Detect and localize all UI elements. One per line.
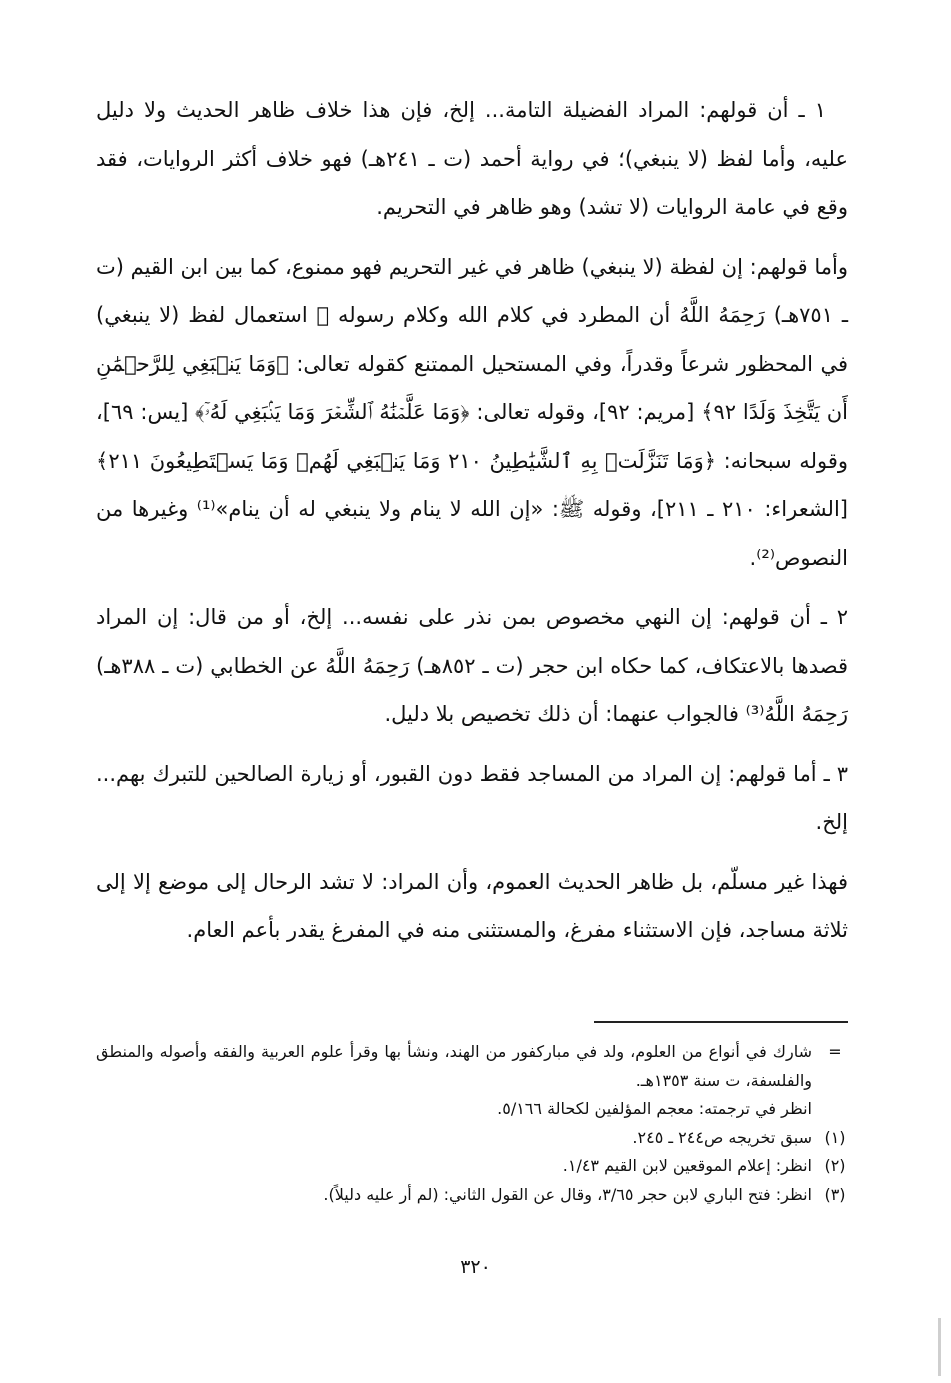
scan-edge-mark [938, 1318, 941, 1376]
paragraph-5: فهذا غير مسلّم، بل ظاهر الحديث العموم، وأن المراد: لا تشد الرحال إلى موضع إلا إلى ثلاثة مساجد، فإن الاستثناء مفرغ، والمستثنى منه في المفرغ يقدر بأعم العام. [96, 869, 848, 942]
footnote-item [96, 1152, 848, 1181]
footnote-number: (٢) [824, 1156, 846, 1175]
continuation-mark: = [828, 1042, 842, 1061]
footnote-separator [594, 1021, 848, 1023]
footnote-continuation [96, 1038, 848, 1095]
paragraph-2: وأما قولهم: إن لفظة (لا ينبغي) ظاهر في غير التحريم فهو ممنوع، كما بين ابن القيم (ت ـ ٧٥١هـ) رَحِمَهُ اللَّهُ أن المطرد في كلام الله وكلام رسوله ﷺ استعمال لفظ (لا ينبغي) في المحظور شرعاً وقدراً، وفي المستحيل الممتنع كقوله تعالى: ﴿وَمَا يَنۢبَغِي لِلرَّحۡمَٰنِ أَن يَتَّخِذَ وَلَدًا ٩٢﴾ [مريم: ٩٢]، وقوله تعالى: ﴿وَمَا عَلَّمۡنَٰهُ ٱلشِّعۡرَ وَمَا يَنۢبَغِي لَهُۥٓ﴾ [يس: ٦٩]، وقوله سبحانه: ﴿وَمَا تَنَزَّلَتۡ بِهِ ٱلشَّيَٰطِينُ ٢١٠ وَمَا يَنۢبَغِي لَهُمۡ وَمَا يَسۡتَطِيعُونَ ٢١١﴾ [الشعراء: ٢١٠ ـ ٢١١]، وقوله ﷺ: «إن الله لا ينام ولا ينبغي له أن ينام»⁽¹⁾ وغيرها من النصوص⁽²⁾. [96, 254, 848, 570]
footnote-text: سبق تخريجه ص٢٤٤ ـ ٢٤٥. [632, 1127, 812, 1147]
paragraph-3: ٢ ـ أن قولهم: إن النهي مخصوص بمن نذر على نفسه... إلخ، أو من قال: إن المراد قصدها بالاعتكاف، كما حكاه ابن حجر (ت ـ ٨٥٢هـ) رَحِمَهُ اللَّهُ عن الخطابي (ت ـ ٣٨٨هـ) رَحِمَهُ اللَّهُ⁽³⁾ فالجواب عنهما: أن ذلك تخصيص بلا دليل. [96, 605, 848, 726]
paragraph-1: ١ ـ أن قولهم: المراد الفضيلة التامة... إلخ، فإن هذا خلاف ظاهر الحديث ولا دليل عليه، وأما لفظ (لا ينبغي)؛ في رواية أحمد (ت ـ ٢٤١هـ) فهو خلاف أكثر الروايات، فقد وقع في عامة الروايات (لا تشد) وهو ظاهر في التحريم. [96, 98, 849, 219]
footnote-text: انظر: إعلام الموقعين لابن القيم ١/٤٣. [562, 1156, 812, 1175]
main-text [96, 86, 848, 955]
footnotes [96, 1022, 848, 1209]
footnote-item [96, 1181, 848, 1210]
footnote-continuation-ref: انظر في ترجمته: معجم المؤلفين لكحالة ٥/١٦٦. [497, 1099, 812, 1118]
footnote-item [96, 1124, 848, 1153]
page-number: ٣٢٠ [460, 1256, 491, 1278]
footnote-continuation-text: شارك في أنواع من العلوم، ولد في مباركفور من الهند، ونشأ بها وقرأ علوم العربية والفقه وأصوله والمنطق والفلسفة، ت سنة ١٣٥٣هـ. [96, 1042, 812, 1090]
footnote-number: (٣) [824, 1184, 846, 1204]
paragraph-4: ٣ ـ أما قولهم: إن المراد من المساجد فقط دون القبور، أو زيارة الصالحين للتبرك بهم... إلخ. [96, 761, 848, 834]
footnote-number: (١) [824, 1127, 846, 1147]
page-body [96, 86, 848, 966]
footnote-text: انظر: فتح الباري لابن حجر ٣/٦٥، وقال عن القول الثاني: (لم أر عليه دليلاً). [323, 1184, 812, 1204]
